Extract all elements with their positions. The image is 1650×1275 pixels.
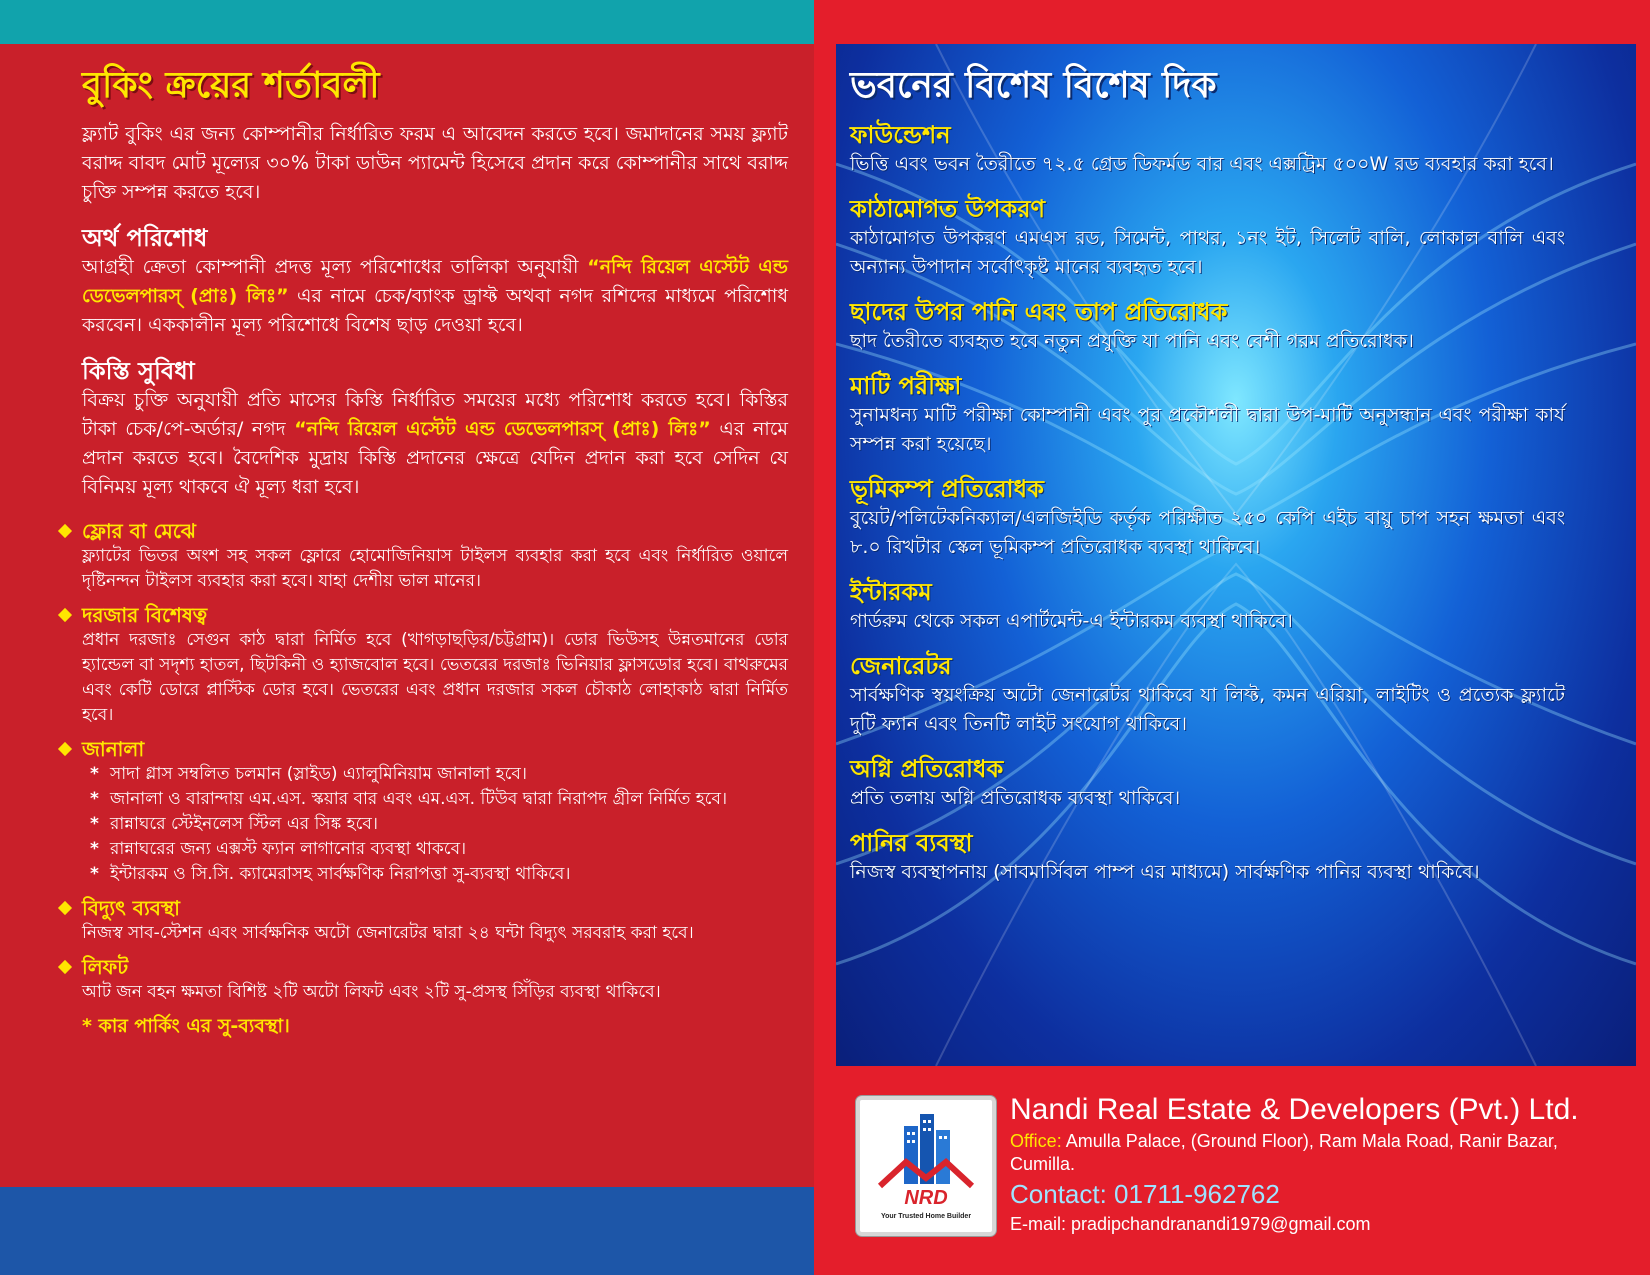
lift-body: আট জন বহন ক্ষমতা বিশিষ্ট ২টি অটো লিফট এবং ২টি সু-প্রসস্থ সিঁড়ির ব্যবস্থা থাকিবে।	[82, 982, 661, 1002]
feature-title: পানির ব্যবস্থা	[850, 829, 973, 857]
building-logo-icon	[866, 1106, 986, 1226]
company-footer	[836, 1066, 1650, 1275]
door-item	[82, 602, 788, 728]
payment-title: অর্থ পরিশোধ	[82, 224, 208, 252]
installment-paragraph	[82, 386, 788, 502]
feature-title: কাঠামোগত উপকরণ	[850, 195, 1046, 223]
company-logo	[856, 1096, 996, 1236]
office-address-text: Amulla Palace, (Ground Floor), Ram Mala Road, Ranir Bazar, Cumilla.	[1010, 1131, 1558, 1174]
office-label: Office:	[1010, 1131, 1062, 1151]
installment-text-1: বিক্রয় চুক্তি অনুযায়ী প্রতি মাসের কিস্তি নির্ধারিত সময়ের মধ্যে পরিশোধ করতে হবে। কিস্তির টাকা চেক/পে-অর্ডার/ নগদ	[82, 389, 788, 440]
feature-title: অগ্নি প্রতিরোধক	[850, 755, 1004, 783]
list-item: * রান্নাঘরে স্টেইনলেস স্টিল এর সিঙ্ক হবে।	[90, 812, 788, 837]
electricity-title: বিদ্যুৎ ব্যবস্থা	[82, 896, 180, 920]
feature-body: সার্বক্ষণিক স্বয়ংক্রিয় অটো জেনারেটর থাকিবে যা লিফ্ট, কমন এরিয়া, লাইটিং ও প্রত্যেক ফ্ল্যাটে দুটি ফ্যান এবং তিনটি লাইট সংযোগ থাকিবে।	[850, 684, 1565, 735]
door-body: প্রধান দরজাঃ সেগুন কাঠ দ্বারা নির্মিত হবে (খাগড়াছড়ির/চট্টগ্রাম)। ডোর ভিউসহ উন্নতমানের ডোর হ্যান্ডেল বা সদৃশ্য হাতল, ছিটকিনী ও হ্যাজবোল হবে। ভেতরের দরজাঃ ভিনিয়ার ফ্লাসডোর হবে। বাথরুমের এবং কেটি ডোরে প্লাস্টিক ডোর হবে। ভেতরের এবং প্রধান দরজার সকল চৌকাঠ লোহাকাঠ দ্বারা নির্মিত হবে।	[82, 630, 788, 725]
feature-section	[850, 371, 1565, 459]
car-parking-note: * কার পার্কিং এর সু-ব্যবস্থা।	[82, 1015, 290, 1037]
installment-text-2: এর নামে প্রদান করতে হবে। বৈদেশিক মুদ্রায় কিস্তি প্রদানের ক্ষেত্রে যেদিন প্রদান করা হবে সেদিন যে বিনিময় মূল্য থাকবে ঐ মূল্য ধরা হবে।	[82, 418, 788, 498]
building-features-heading: ভবনের বিশেষ বিশেষ দিক	[850, 65, 1217, 106]
feature-section	[850, 651, 1565, 739]
window-item	[82, 736, 788, 887]
intro-paragraph: ফ্ল্যাট বুকিং এর জন্য কোম্পানীর নির্ধারিত ফরম এ আবেদন করতে হবে। জমাদানের সময় ফ্ল্যাট বরাদ্দ বাবদ মোট মূল্যের ৩০% টাকা ডাউন প্যামেন্ট হিসেবে প্রদান করে কোম্পানীর সাথে বরাদ্দ চুক্তি সম্পন্ন করতে হবে।	[82, 123, 788, 203]
feature-body: ছাদ তৈরীতে ব্যবহৃত হবে নতুন প্রযুক্তি যা পানি এবং বেশী গরম প্রতিরোধক।	[850, 330, 1414, 352]
company-name: Nandi Real Estate & Developers (Pvt.) Ltd.	[1010, 1093, 1579, 1126]
list-item: * রান্নাঘরের জন্য এক্সস্ট ফ্যান লাগানোর ব্যবস্থা থাকবে।	[90, 837, 788, 862]
list-item: * জানালা ও বারান্দায় এম.এস. স্কয়ার বার এবং এম.এস. টিউব দ্বারা নিরাপদ গ্রীল নির্মিত হবে।	[90, 787, 788, 812]
feature-body: কাঠামোগত উপকরণ এমএস রড, সিমেন্ট, পাথর, ১নং ইট, সিলেট বালি, লোকাল বালি এবং অন্যান্য উপাদান সর্বোৎকৃষ্ট মানের ব্যবহৃত হবে।	[850, 227, 1565, 278]
window-title: জানালা	[82, 737, 145, 761]
feature-section	[850, 120, 1565, 179]
feature-title: ছাদের উপর পানি এবং তাপ প্রতিরোধক	[850, 298, 1228, 326]
bottom-blue-strip	[0, 1187, 814, 1275]
payment-text-1: আগ্রহী ক্রেতা কোম্পানী প্রদত্ত মূল্য পরিশোধের তালিকা অনুযায়ী	[82, 256, 588, 278]
feature-body: বুয়েট/পলিটেকনিক্যাল/এলজিইডি কর্তৃক পরিক্ষীত ২৫০ কেপি এইচ বায়ু চাপ সহন ক্ষমতা এবং ৮.০ রিখটার স্কেল ভূমিকম্প প্রতিরোধক ব্যবস্থা থাকিবে।	[850, 507, 1565, 558]
contact-email: E-mail: pradipchandranandi1979@gmail.com	[1010, 1214, 1371, 1234]
electricity-body: নিজস্ব সাব-স্টেশন এবং সার্বক্ষনিক অটো জেনারেটর দ্বারা ২৪ ঘন্টা বিদ্যুৎ সরবরাহ করা হবে।	[82, 923, 694, 943]
payment-paragraph	[82, 253, 788, 340]
feature-section	[850, 474, 1565, 562]
feature-title: ভূমিকম্প প্রতিরোধক	[850, 475, 1044, 503]
lift-item	[82, 954, 788, 1005]
installment-company-quote: “নন্দি রিয়েল এস্টেট এন্ড ডেভেলপারস্ (প্রাঃ) লিঃ”	[294, 418, 711, 440]
installment-title: কিস্তি সুবিধা	[82, 357, 195, 385]
floor-title: ফ্লোর বা মেঝে	[82, 519, 196, 543]
feature-body: প্রতি তলায় অগ্নি প্রতিরোধক ব্যবস্থা থাকিবে।	[850, 787, 1181, 809]
floor-item	[82, 518, 788, 594]
feature-section	[850, 577, 1565, 636]
top-teal-strip	[0, 0, 814, 44]
list-item: * ইন্টারকম ও সি.সি. ক্যামেরাসহ সার্বক্ষণিক নিরাপত্তা সু-ব্যবস্থা থাকিবে।	[90, 862, 788, 887]
booking-terms-heading: বুকিং ক্রয়ের শর্তাবলী	[82, 65, 380, 106]
feature-body: গার্ডরুম থেকে সকল এপার্টমেন্ট-এ ইন্টারকম ব্যবস্থা থাকিবে।	[850, 610, 1293, 632]
feature-section	[850, 754, 1565, 813]
list-item: * সাদা গ্লাস সম্বলিত চলমান (স্লাইড) এ্যালুমিনিয়াম জানালা হবে।	[90, 762, 788, 787]
building-features-content	[850, 120, 1565, 902]
contact-phone: Contact: 01711-962762	[1010, 1179, 1280, 1209]
feature-section	[850, 194, 1565, 282]
feature-body: নিজস্ব ব্যবস্থাপনায় (সাবমার্সিবল পাম্প এর মাধ্যমে) সার্বক্ষণিক পানির ব্যবস্থা থাকিবে।	[850, 861, 1480, 883]
feature-body: সুনামধন্য মাটি পরীক্ষা কোম্পানী এবং পুর প্রকৌশলী দ্বারা উপ-মাটি অনুসন্ধান এবং পরীক্ষা কার্য সম্পন্ন করা হয়েছে।	[850, 404, 1565, 455]
feature-section	[850, 297, 1565, 356]
window-list	[90, 762, 788, 887]
payment-text-2: এর নামে চেক/ব্যাংক ড্রাফ্ট অথবা নগদ রশিদের মাধ্যমে পরিশোধ করবেন। এককালীন মূল্য পরিশোধে বিশেষ ছাড় দেওয়া হবে।	[82, 285, 788, 336]
feature-section	[850, 828, 1565, 887]
payment-company-quote: “নন্দি রিয়েল এস্টেট এন্ড ডেভেলপারস্ (প্রাঃ) লিঃ”	[82, 256, 788, 307]
logo-text: NRD	[904, 1187, 948, 1209]
office-address	[1010, 1130, 1610, 1176]
lift-title: লিফট	[82, 955, 129, 979]
logo-tagline: Your Trusted Home Builder	[880, 1213, 972, 1220]
electricity-item	[82, 895, 788, 946]
feature-title: মাটি পরীক্ষা	[850, 372, 962, 400]
booking-terms-content	[82, 120, 788, 1039]
feature-title: ফাউন্ডেশন	[850, 121, 951, 149]
floor-body: ফ্ল্যাটের ভিতর অংশ সহ সকল ফ্লোরে হোমোজিনিয়াস টাইলস ব্যবহার করা হবে এবং নির্ধারিত ওয়ালে দৃষ্টিনন্দন টাইলস ব্যবহার করা হবে। যাহা দেশীয় ভাল মানের।	[82, 546, 788, 591]
feature-title: জেনারেটর	[850, 652, 952, 680]
door-title: দরজার বিশেষত্ব	[82, 603, 208, 627]
feature-title: ইন্টারকম	[850, 578, 932, 606]
feature-body: ভিত্তি এবং ভবন তৈরীতে ৭২.৫ গ্রেড ডিফর্মড বার এবং এক্সট্রিম ৫০০W রড ব্যবহার করা হবে।	[850, 153, 1554, 175]
